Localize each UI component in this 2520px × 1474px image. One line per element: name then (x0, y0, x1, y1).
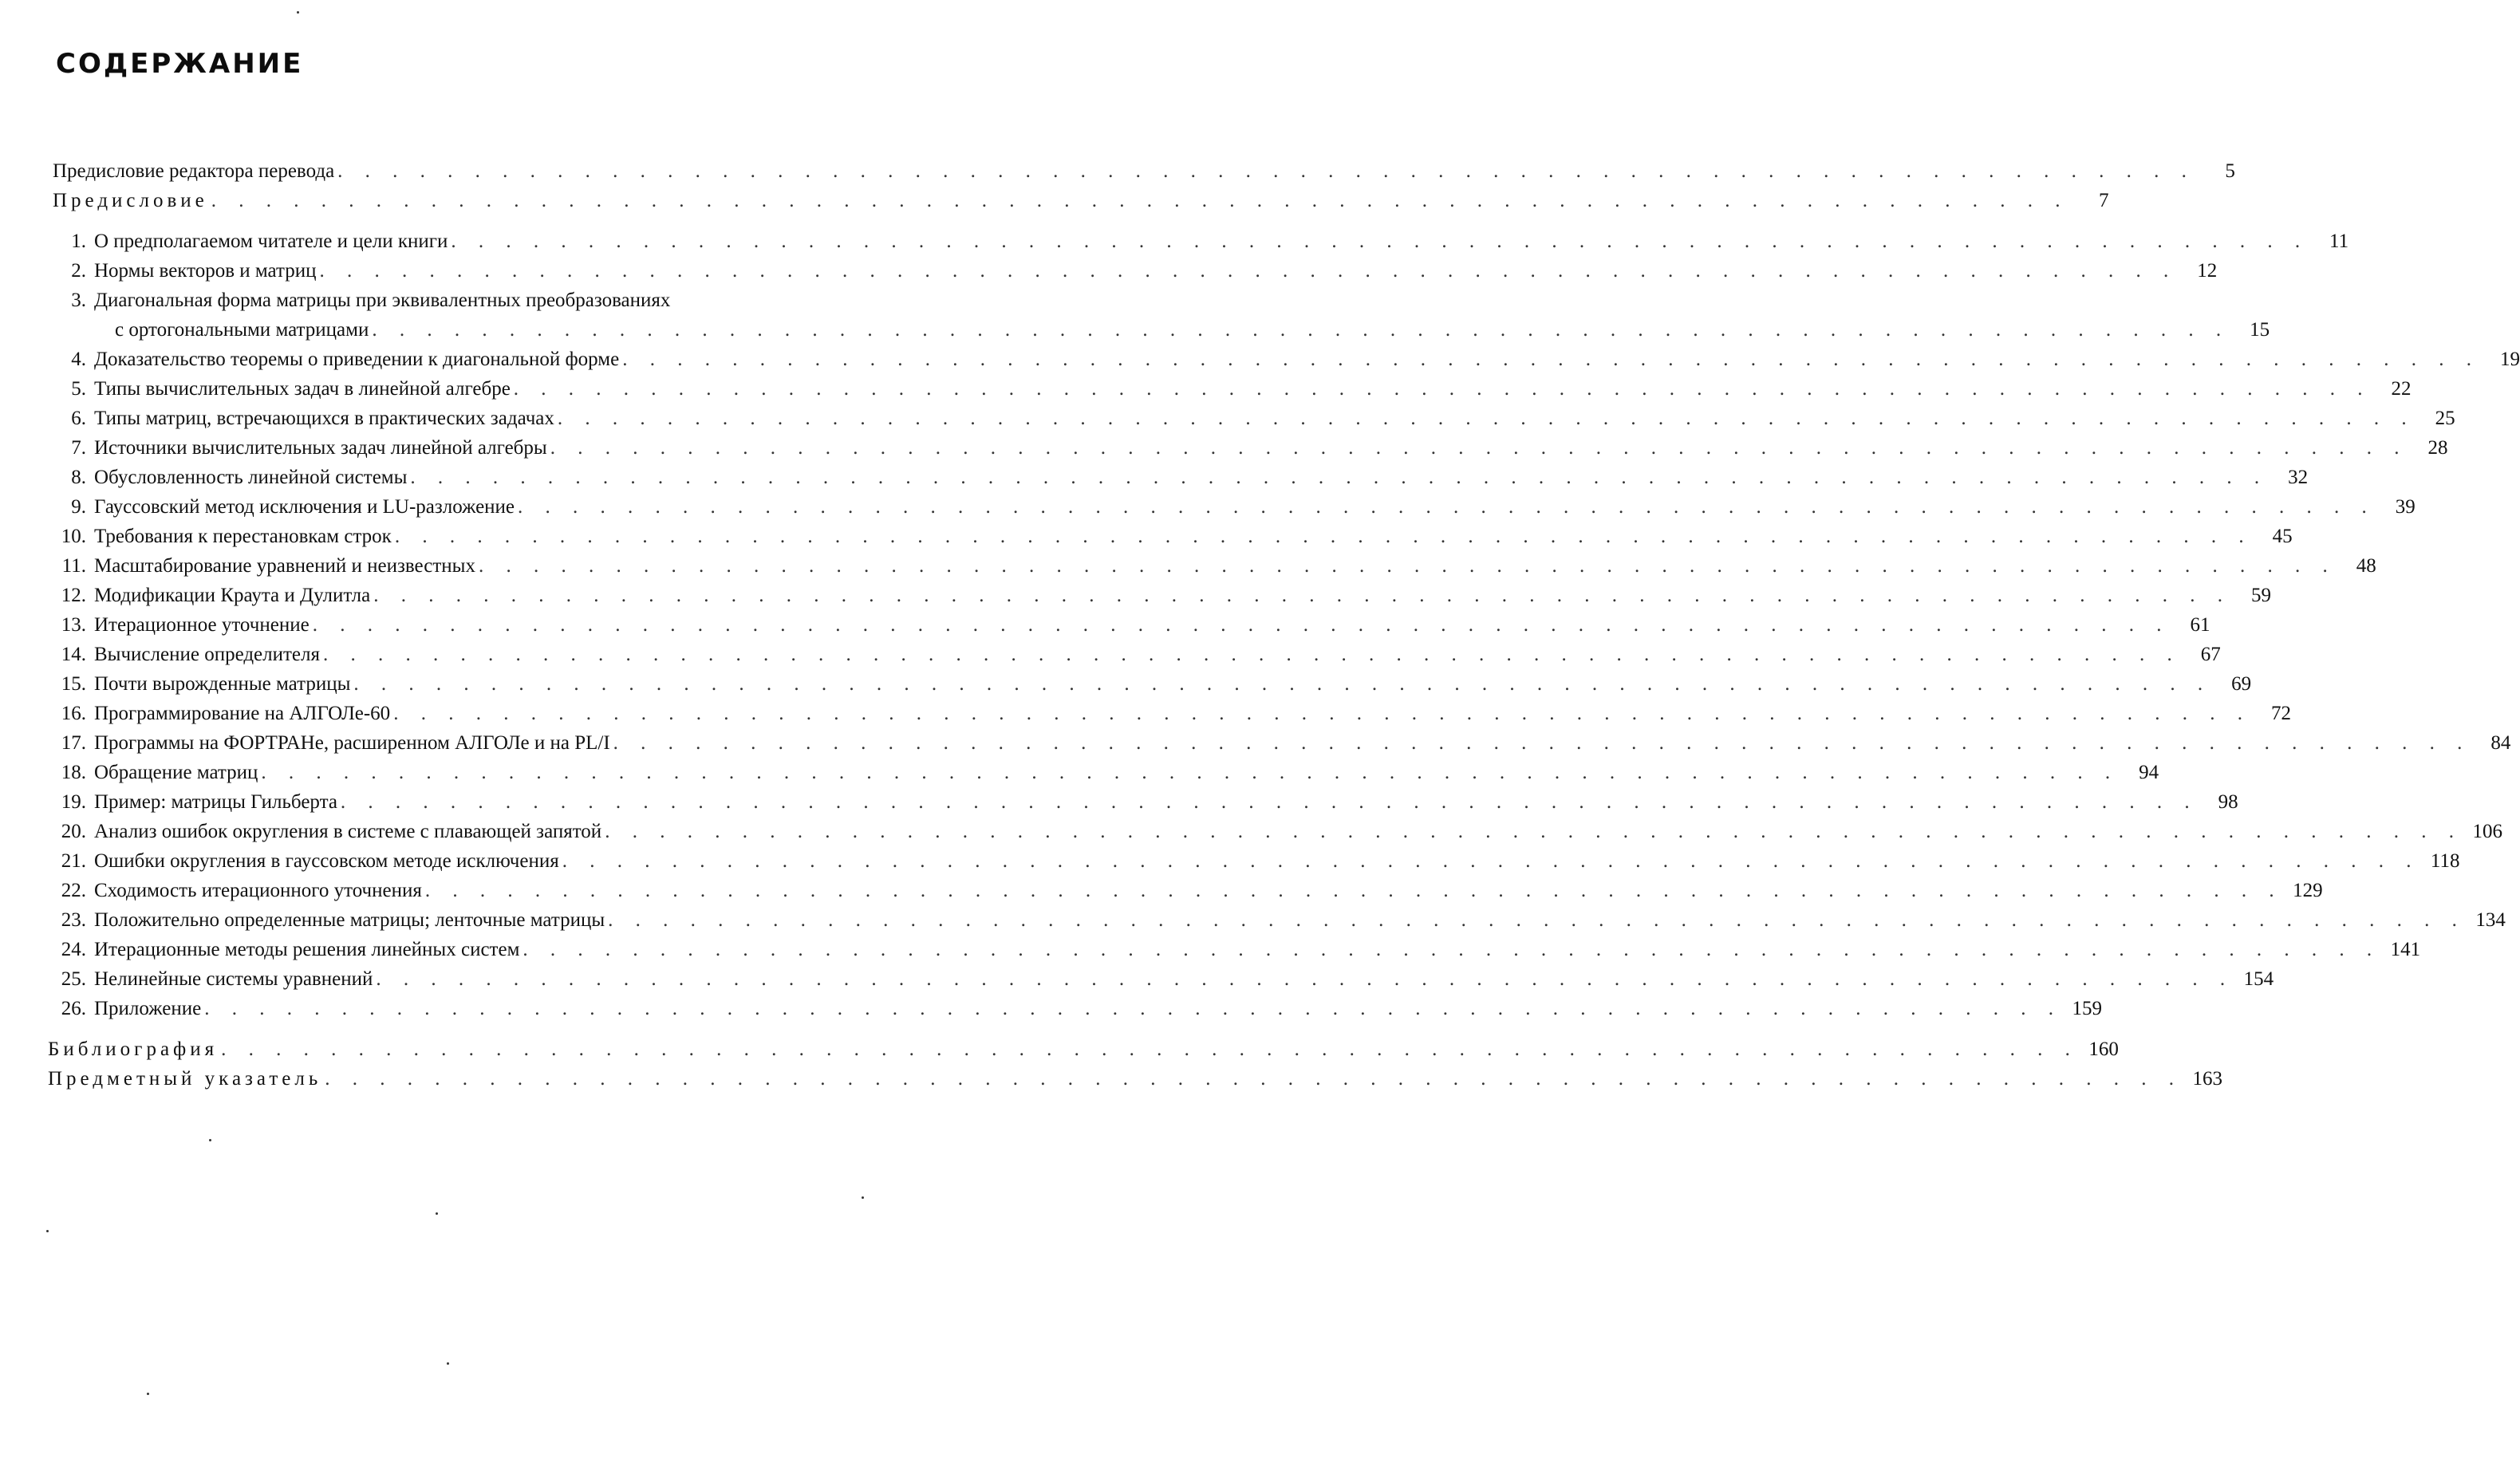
toc-entry-chapter[interactable] (45, 846, 2460, 876)
chapter-number: 7. (71, 437, 86, 459)
chapter-number: 23. (61, 909, 86, 931)
entry-title: Обращение матриц (94, 762, 258, 783)
page-number: 67 (2200, 644, 2221, 665)
page-number: 154 (2243, 968, 2274, 990)
entry-title: Приложение (94, 998, 202, 1019)
toc-entry-chapter[interactable] (45, 935, 2421, 964)
entry-line (94, 817, 2502, 846)
page-number: 129 (2293, 880, 2323, 901)
toc-entry-back[interactable] (40, 1064, 2223, 1094)
toc-entry-chapter[interactable] (45, 286, 2270, 345)
scan-speck (297, 11, 299, 14)
dot-leader: . . . . . . . . . . . . . . . . . . . . . . . . . . . . . . . . . . . . . . . . . . . . . . . . . . . . . . . . . . . . . . . . . . . . (221, 1038, 2079, 1060)
page-number: 94 (2139, 762, 2159, 783)
entry-line (48, 1035, 2119, 1064)
chapter-number: 17. (61, 732, 86, 754)
entry-line (94, 935, 2421, 964)
page-number: 11 (2329, 231, 2349, 252)
entry-title: Предисловие редактора перевода (53, 160, 335, 182)
entry-line (94, 256, 2218, 286)
dot-leader: . . . . . . . . . . . . . . . . . . . . . . . . . . . . . . . . . . . . . . . . . . . . . . . . . . . . . . . . . . . . . . . . . . . . (204, 998, 2062, 1019)
entry-line (94, 846, 2460, 876)
entry-title: Нелинейные системы уравнений (94, 968, 373, 990)
entry-title: О предполагаемом читателе и цели книги (94, 231, 448, 252)
page-number: 61 (2190, 614, 2210, 636)
chapter-number: 25. (61, 968, 86, 990)
chapter-number: 1. (71, 231, 86, 252)
entry-line (94, 787, 2238, 817)
toc-entry-chapter[interactable] (45, 817, 2502, 846)
chapter-number: 8. (71, 467, 86, 488)
chapter-number: 14. (61, 644, 86, 665)
entry-title: Программирование на АЛГОЛе-60 (94, 703, 391, 724)
chapter-number: 21. (61, 850, 86, 872)
dot-leader: . . . . . . . . . . . . . . . . . . . . . . . . . . . . . . . . . . . . . . . . . . . . . . . . . . . . . . . . . . . . . . . . . . . . (613, 732, 2471, 754)
chapter-number: 10. (61, 526, 86, 547)
scan-speck (147, 1393, 149, 1395)
page-number: 7 (2099, 190, 2109, 211)
toc-entry-chapter[interactable] (45, 905, 2506, 935)
entry-title: Сходимость итерационного уточнения (94, 880, 422, 901)
dot-leader: . . . . . . . . . . . . . . . . . . . . . . . . . . . . . . . . . . . . . . . . . . . . . . . . . . . . . . . . . . . . . . . . . . . . (523, 939, 2381, 960)
dot-leader: . . . . . . . . . . . . . . . . . . . . . . . . . . . . . . . . . . . . . . . . . . . . . . . . . . . . . . . . . . . . . . . . . . . . (340, 791, 2199, 813)
toc-entry-chapter[interactable] (45, 728, 2511, 758)
page-number: 25 (2435, 408, 2455, 429)
entry-title: Источники вычислительных задач линейной алгебры (94, 437, 547, 459)
page-number: 163 (2192, 1068, 2223, 1090)
toc-entry-chapter[interactable] (45, 522, 2293, 551)
page-number: 19 (2499, 349, 2520, 370)
page-number: 98 (2218, 791, 2238, 813)
entry-title-line1: Диагональная форма матрицы при эквивалентных преобразованиях (94, 290, 671, 311)
chapter-number: 26. (61, 998, 86, 1019)
entry-title: Требования к перестановкам строк (94, 526, 392, 547)
toc-entry-chapter[interactable] (45, 994, 2102, 1023)
toc-entry-chapter[interactable] (45, 374, 2412, 404)
toc-entry-chapter[interactable] (45, 669, 2252, 699)
entry-line (94, 905, 2506, 935)
entry-line (94, 964, 2274, 994)
dot-leader: . . . . . . . . . . . . . . . . . . . . . . . . . . . . . . . . . . . . . . . . . . . . . . . . . . . . . . . . . . . . . . . . . . . . (518, 496, 2376, 518)
dot-leader: . . . . . . . . . . . . . . . . . . . . . . . . . . . . . . . . . . . . . . . . . . . . . . . . . . . . . . . . . . . . . . . . . . . . (410, 467, 2269, 488)
entry-title: Предметный указатель (48, 1068, 322, 1090)
toc-entry-chapter[interactable] (45, 787, 2238, 817)
dot-leader: . . . . . . . . . . . . . . . . . . . . . . . . . . . . . . . . . . . . . . . . . . . . . . . . . . . . . . . . . . . . . . . . . . . . (424, 880, 2283, 901)
entry-line (94, 492, 2415, 522)
entry-line (94, 669, 2252, 699)
entry-line (115, 315, 2270, 345)
entry-line (94, 345, 2520, 374)
entry-line (94, 404, 2455, 433)
entry-title: Итерационные методы решения линейных систем (94, 939, 520, 960)
entry-line (94, 551, 2376, 581)
toc-entry-chapter[interactable] (45, 964, 2274, 994)
dot-leader: . . . . . . . . . . . . . . . . . . . . . . . . . . . . . . . . . . . . . . . . . . . . . . . . . . . . . . . . . . . . . . . . . . . . (353, 673, 2212, 695)
entry-line (94, 640, 2221, 669)
toc-entry-chapter[interactable] (45, 492, 2415, 522)
table-of-contents (45, 156, 2520, 1094)
contents-heading: СОДЕРЖАНИЕ (56, 48, 304, 80)
chapter-number: 20. (61, 821, 86, 842)
entry-line (53, 186, 2109, 215)
toc-entry-chapter[interactable] (45, 227, 2349, 256)
toc-entry-chapter[interactable] (45, 463, 2309, 492)
entry-line (94, 433, 2448, 463)
entry-line (94, 581, 2271, 610)
dot-leader: . . . . . . . . . . . . . . . . . . . . . . . . . . . . . . . . . . . . . . . . . . . . . . . . . . . . . . . . . . . . . . . . . . . . (312, 614, 2171, 636)
toc-entry-chapter[interactable] (45, 256, 2218, 286)
chapter-number: 11. (61, 555, 86, 577)
entry-title: Типы матриц, встречающихся в практических задачах (94, 408, 554, 429)
chapter-number: 18. (61, 762, 86, 783)
entry-title: Положительно определенные матрицы; ленточные матрицы (94, 909, 605, 931)
dot-leader: . . . . . . . . . . . . . . . . . . . . . . . . . . . . . . . . . . . . . . . . . . . . . . . . . . . . . . . . . . . . . . . . . . . . (622, 349, 2480, 370)
toc-entry-chapter[interactable] (45, 551, 2376, 581)
dot-leader: . . . . . . . . . . . . . . . . . . . . . . . . . . . . . . . . . . . . . . . . . . . . . . . . . . . . . . . . . . . . . . . . . . . . (211, 190, 2069, 211)
chapter-number: 24. (61, 939, 86, 960)
entry-line (94, 463, 2309, 492)
page-number: 69 (2231, 673, 2252, 695)
chapter-number: 9. (71, 496, 86, 518)
page-number: 28 (2427, 437, 2448, 459)
dot-leader: . . . . . . . . . . . . . . . . . . . . . . . . . . . . . . . . . . . . . . . . . . . . . . . . . . . . . . . . . . . . . . . . . . . . (319, 260, 2178, 282)
chapter-number: 15. (61, 673, 86, 695)
entry-line (94, 522, 2293, 551)
scan-speck (209, 1139, 211, 1141)
chapter-number: 16. (61, 703, 86, 724)
dot-leader: . . . . . . . . . . . . . . . . . . . . . . . . . . . . . . . . . . . . . . . . . . . . . . . . . . . . . . . . . . . . . . . . . . . . (376, 968, 2234, 990)
entry-title: Итерационное уточнение (94, 614, 310, 636)
toc-entry-chapter[interactable] (45, 404, 2455, 433)
page-number: 59 (2250, 585, 2271, 606)
entry-title: Пример: матрицы Гильберта (94, 791, 337, 813)
entry-title: Почти вырожденные матрицы (94, 673, 351, 695)
entry-title: Библиография (48, 1038, 219, 1060)
toc-entry-chapter[interactable] (45, 345, 2520, 374)
page-number: 160 (2088, 1038, 2119, 1060)
entry-title: Масштабирование уравнений и неизвестных (94, 555, 475, 577)
page-number: 12 (2197, 260, 2218, 282)
toc-entry-chapter[interactable] (45, 433, 2448, 463)
scan-speck (447, 1362, 449, 1365)
toc-entry-chapter[interactable] (45, 876, 2323, 905)
entry-title: Гауссовский метод исключения и LU-разложение (94, 496, 515, 518)
page-number: 141 (2390, 939, 2421, 960)
page-number: 106 (2472, 821, 2502, 842)
entry-line (94, 994, 2102, 1023)
entry-title: Программы на ФОРТРАНе, расширенном АЛГОЛе и на PL/I (94, 732, 610, 754)
entry-title: Анализ ошибок округления в системе с плавающей запятой (94, 821, 602, 842)
toc-entry-back[interactable] (40, 1035, 2119, 1064)
page-number: 45 (2272, 526, 2293, 547)
page-number: 22 (2391, 378, 2412, 400)
dot-leader: . . . . . . . . . . . . . . . . . . . . . . . . . . . . . . . . . . . . . . . . . . . . . . . . . . . . . . . . . . . . . . . . . . . . (337, 160, 2195, 182)
dot-leader: . . . . . . . . . . . . . . . . . . . . . . . . . . . . . . . . . . . . . . . . . . . . . . . . . . . . . . . . . . . . . . . . . . . . (550, 437, 2408, 459)
chapter-number: 22. (61, 880, 86, 901)
entry-title: Типы вычислительных задач в линейной алгебре (94, 378, 511, 400)
dot-leader: . . . . . . . . . . . . . . . . . . . . . . . . . . . . . . . . . . . . . . . . . . . . . . . . . . . . . . . . . . . . . . . . . . . . (323, 644, 2181, 665)
entry-line (94, 227, 2349, 256)
dot-leader: . . . . . . . . . . . . . . . . . . . . . . . . . . . . . . . . . . . . . . . . . . . . . . . . . . . . . . . . . . . . . . . . . . . . (513, 378, 2372, 400)
entry-line (94, 610, 2210, 640)
dot-leader: . . . . . . . . . . . . . . . . . . . . . . . . . . . . . . . . . . . . . . . . . . . . . . . . . . . . . . . . . . . . . . . . . . . . (605, 821, 2463, 842)
scan-speck (436, 1212, 438, 1215)
toc-entry-chapter[interactable] (45, 640, 2221, 669)
page-number: 32 (2288, 467, 2309, 488)
chapter-number: 4. (71, 349, 86, 370)
entry-title: Ошибки округления в гауссовском методе исключения (94, 850, 559, 872)
chapter-number: 3. (71, 290, 86, 311)
page-number: 84 (2490, 732, 2511, 754)
entry-title: Предисловие (53, 190, 208, 211)
entry-title: Вычисление определителя (94, 644, 321, 665)
page-number: 134 (2475, 909, 2506, 931)
dot-leader: . . . . . . . . . . . . . . . . . . . . . . . . . . . . . . . . . . . . . . . . . . . . . . . . . . . . . . . . . . . . . . . . . . . . (478, 555, 2337, 577)
entry-line (94, 699, 2291, 728)
entry-title: Обусловленность линейной системы (94, 467, 408, 488)
dot-leader: . . . . . . . . . . . . . . . . . . . . . . . . . . . . . . . . . . . . . . . . . . . . . . . . . . . . . . . . . . . . . . . . . . . . (372, 319, 2230, 341)
entry-line (53, 156, 2235, 186)
chapter-number: 19. (61, 791, 86, 813)
entry-line (48, 1064, 2223, 1094)
page-number: 72 (2270, 703, 2291, 724)
dot-leader: . . . . . . . . . . . . . . . . . . . . . . . . . . . . . . . . . . . . . . . . . . . . . . . . . . . . . . . . . . . . . . . . . . . . (394, 526, 2253, 547)
dot-leader: . . . . . . . . . . . . . . . . . . . . . . . . . . . . . . . . . . . . . . . . . . . . . . . . . . . . . . . . . . . . . . . . . . . . (325, 1068, 2183, 1090)
dot-leader: . . . . . . . . . . . . . . . . . . . . . . . . . . . . . . . . . . . . . . . . . . . . . . . . . . . . . . . . . . . . . . . . . . . . (557, 408, 2415, 429)
scan-speck (862, 1196, 864, 1199)
dot-leader: . . . . . . . . . . . . . . . . . . . . . . . . . . . . . . . . . . . . . . . . . . . . . . . . . . . . . . . . . . . . . . . . . . . . (261, 762, 2120, 783)
entry-line (94, 374, 2412, 404)
dot-leader: . . . . . . . . . . . . . . . . . . . . . . . . . . . . . . . . . . . . . . . . . . . . . . . . . . . . . . . . . . . . . . . . . . . . (562, 850, 2420, 872)
toc-entry-chapter[interactable] (45, 699, 2291, 728)
entry-title: с ортогональными матрицами (115, 319, 369, 341)
entry-title: Нормы векторов и матриц (94, 260, 317, 282)
entry-line (94, 876, 2323, 905)
page-number: 159 (2072, 998, 2102, 1019)
page-number: 15 (2250, 319, 2270, 341)
toc-entry-front[interactable] (45, 156, 2235, 186)
toc-entry-chapter[interactable] (45, 610, 2210, 640)
chapter-number: 6. (71, 408, 86, 429)
chapter-number: 2. (71, 260, 86, 282)
page-number: 39 (2395, 496, 2415, 518)
toc-entry-chapter[interactable] (45, 581, 2271, 610)
chapter-number: 5. (71, 378, 86, 400)
page-number: 48 (2356, 555, 2376, 577)
dot-leader: . . . . . . . . . . . . . . . . . . . . . . . . . . . . . . . . . . . . . . . . . . . . . . . . . . . . . . . . . . . . . . . . . . . . (393, 703, 2251, 724)
entry-line (94, 728, 2511, 758)
dot-leader: . . . . . . . . . . . . . . . . . . . . . . . . . . . . . . . . . . . . . . . . . . . . . . . . . . . . . . . . . . . . . . . . . . . . (451, 231, 2309, 252)
toc-entry-chapter[interactable] (45, 758, 2159, 787)
page-number: 118 (2430, 850, 2460, 872)
entry-line (94, 758, 2159, 787)
dot-leader: . . . . . . . . . . . . . . . . . . . . . . . . . . . . . . . . . . . . . . . . . . . . . . . . . . . . . . . . . . . . . . . . . . . . (373, 585, 2231, 606)
dot-leader: . . . . . . . . . . . . . . . . . . . . . . . . . . . . . . . . . . . . . . . . . . . . . . . . . . . . . . . . . . . . . . . . . . . . (608, 909, 2466, 931)
chapter-number: 13. (61, 614, 86, 636)
entry-title: Доказательство теоремы о приведении к диагональной форме (94, 349, 620, 370)
toc-entry-front[interactable] (45, 186, 2109, 215)
entry-title: Модификации Краута и Дулитла (94, 585, 371, 606)
scan-speck (46, 1230, 49, 1232)
chapter-number: 12. (61, 585, 86, 606)
page-number: 5 (2225, 160, 2235, 182)
